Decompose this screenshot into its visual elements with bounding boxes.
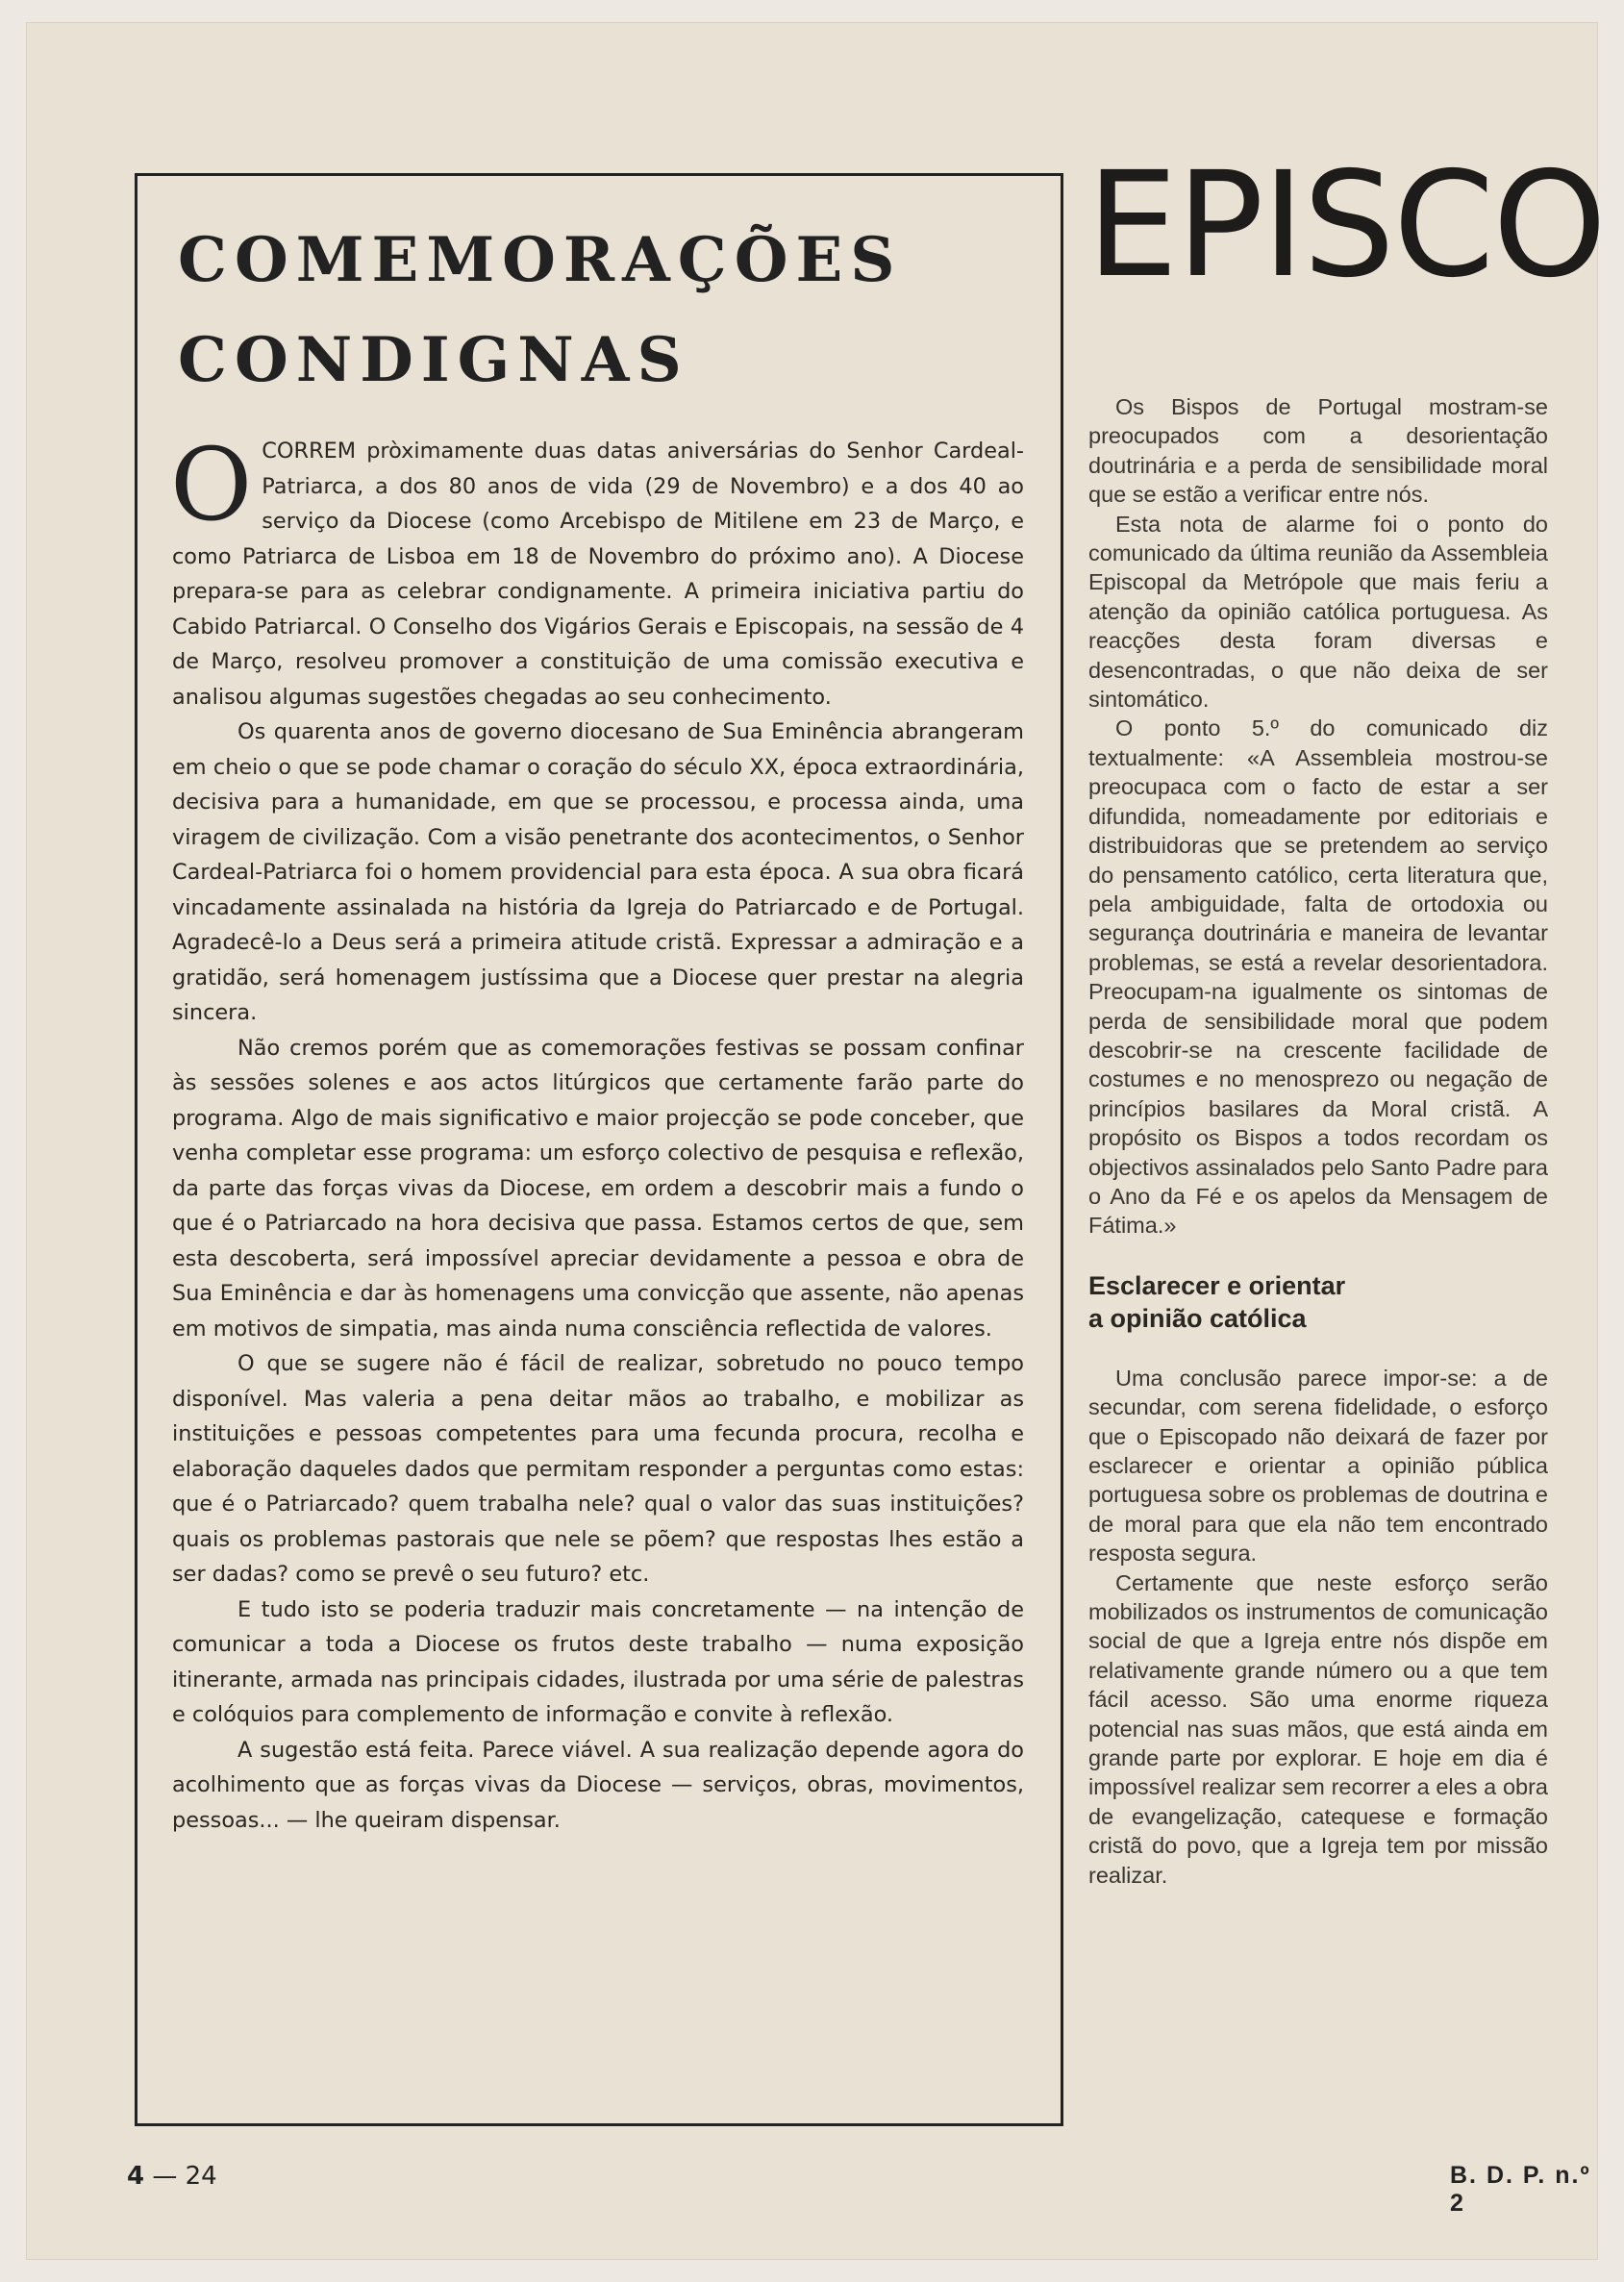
article-paragraph-6: A sugestão está feita. Parece viável. A sua realização depende agora do acolhimento que as forças vivas da Diocese — serviços, obras, movimentos, pessoas... — lhe queiram dispensar. [172, 1737, 1024, 1833]
right-paragraph-3: O ponto 5.º do comunicado diz textualmente: «A Assembleia mostrou-se preocupaca com o facto de estar a ser difundida, nomeadamente por editoriais e distribuidoras que se pretendem ao serviço do pensamento católico, certa literatura que, pela ambiguidade, falta de ortodoxia ou segurança doutrinária e maneira de levantar problemas, se está a revelar desorientadora. Preocupam-na igualmente os sintomas de perda de sensibilidade moral que podem descobrir-se na crescente facilidade de costumes e no menosprezo ou negação de princípios basilares da Moral cristã. A propósito os Bispos a todos recordam os objectivos assinalados pelo Santo Padre para o Ano da Fé e os apelos da Mensagem de Fátima.» [1088, 715, 1548, 1239]
drop-cap: O [170, 426, 253, 543]
subheading-line-2: a opinião católica [1088, 1303, 1307, 1333]
article-headline [178, 211, 1043, 411]
right-column [1088, 392, 1548, 1890]
headline-line-1: COMEMORAÇÕES [178, 224, 903, 296]
article-box [135, 173, 1063, 2126]
article-body [170, 426, 1024, 1838]
article-paragraph-3: Não cremos porém que as comemorações festivas se possam confinar às sessões solenes e aos actos litúrgicos que certamente farão parte do programa. Algo de mais significativo e maior projecção se pode conceber, que venha completar esse programa: um esforço colectivo de pesquisa e reflexão, da parte das forças vivas da Diocese, em ordem a descobrir mais a fundo o que é o Patriarcado na hora decisiva que passa. Estamos certos de que, sem esta descoberta, será impossível apreciar devidamente a pessoa e obra de Sua Eminência e dar às homenagens uma convicção que assente, não apenas em motivos de simpatia, mas ainda numa consciência reflectida de valores. [172, 1035, 1024, 1342]
issue-label: B. D. P. n.º 2 [1450, 2162, 1591, 2217]
right-column-title: EPISCO [1087, 148, 1606, 302]
right-paragraph-5: Certamente que neste esforço serão mobilizados os instrumentos de comunicação social de que a Igreja entre nós dispõe em relativamente grande número ou a que tem fácil acesso. São uma enorme riqueza potencial nas suas mãos, que está ainda em grande parte por explorar. E hoje em dia é impossível realizar sem recorrer a eles a obra de evangelização, catequese e formação cristã do povo, que a Igreja tem por missão realizar. [1088, 1569, 1548, 1888]
page-number-bold: 4 [127, 2162, 145, 2191]
page-number [127, 2162, 217, 2191]
article-paragraph-1-text: CORREM pròximamente duas datas aniversárias do Senhor Cardeal-Patriarca, a dos 80 anos de vida (29 de Novembro) e a dos 40 ao serviço da Diocese (como Arcebispo de Mitilene em 23 de Março, e como Patriarca de Lisboa em 18 de Novembro do próximo ano). A Diocese prepara-se para as celebrar condignamente. A primeira iniciativa partiu do Cabido Patriarcal. O Conselho dos Vigários Gerais e Episcopais, na sessão de 4 de Março, resolveu promover a constituição de uma comissão executiva e analisou algumas sugestões chegadas ao seu conhecimento. [172, 439, 1024, 710]
article-paragraph-5: E tudo isto se poderia traduzir mais concretamente — na intenção de comunicar a toda a Diocese os frutos deste trabalho — numa exposição itinerante, armada nas principais cidades, ilustrada por uma série de palestras e colóquios para complemento de informação e convite à reflexão. [172, 1596, 1024, 1727]
article-paragraph-2: Os quarenta anos de governo diocesano de Sua Eminência abrangeram em cheio o que se pode chamar o coração do século XX, época extraordinária, decisiva para a humanidade, em que se processou, e processa ainda, uma viragem de civilização. Com a visão penetrante dos acontecimentos, o Senhor Cardeal-Patriarca foi o homem providencial para esta época. A sua obra ficará vincadamente assinalada na história da Igreja do Patriarcado e de Portugal. Agradecê-lo a Deus será a primeira atitude cristã. Expressar a admiração e a gratidão, será homenagem justíssima que a Diocese quer prestar na alegria sincera. [172, 719, 1024, 1025]
subheading-line-1: Esclarecer e orientar [1088, 1270, 1346, 1300]
right-paragraph-2: Esta nota de alarme foi o ponto do comunicado da última reunião da Assembleia Episcopal da Metrópole que mais feriu a atenção da opinião católica portuguesa. As reacções desta foram diversas e desencontradas, o que não deixa de ser sintomático. [1088, 511, 1548, 713]
article-paragraph-4: O que se sugere não é fácil de realizar, sobretudo no pouco tempo disponível. Mas valeria a pena deitar mãos ao trabalho, e mobilizar as instituições e pessoas competentes para uma fecunda procura, recolha e elaboração daqueles dados que permitam responder a perguntas como estas: que é o Patriarcado? quem trabalha nele? qual o valor das suas instituições? quais os problemas pastorais que nele se põem? que respostas lhes estão a ser dadas? como se prevê o seu futuro? etc. [172, 1351, 1024, 1587]
page [27, 23, 1606, 2259]
right-paragraph-1: Os Bispos de Portugal mostram-se preocupados com a desorientação doutrinária e a perda de sensibilidade moral que se estão a verificar entre nós. [1088, 394, 1548, 508]
right-subheading [1088, 1269, 1548, 1335]
page-number-rest: — 24 [144, 2162, 217, 2191]
headline-line-2: CONDIGNAS [178, 324, 689, 396]
right-paragraph-4: Uma conclusão parece impor-se: a de secundar, com serena fidelidade, o esforço que o Episcopado não deixará de fazer por esclarecer e orientar a opinião pública portuguesa sobre os problemas de doutrina e de moral para que ela não tem encontrado resposta segura. [1088, 1365, 1548, 1567]
article-paragraph-1 [170, 426, 1024, 715]
